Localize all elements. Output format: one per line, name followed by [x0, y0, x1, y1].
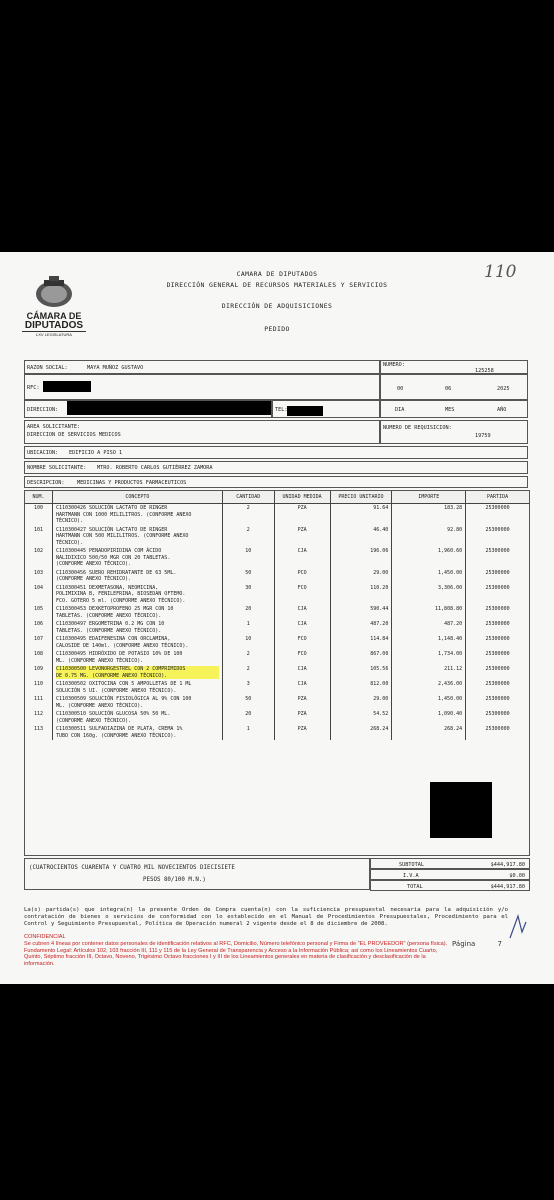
direction-general: DIRECCIÓN GENERAL DE RECURSOS MATERIALES Y SERVICIOS	[166, 281, 388, 289]
cell-partida: 25300000	[466, 650, 530, 665]
concepto-line: TABLETAS. (CONFORME ANEXO TÉCNICO).	[55, 612, 162, 619]
cell-unidad: PZA	[274, 526, 330, 548]
concepto-line: TABLETAS. (CONFORME ANEXO TÉCNICO).	[55, 627, 162, 634]
cell-precio: 91.64	[330, 504, 392, 526]
cell-partida: 25300000	[466, 680, 530, 695]
cell-importe: 211.12	[392, 665, 466, 680]
cell-partida: 25300000	[466, 504, 530, 526]
concepto-line: CALOSIDE DE 140ml. (CONFORME ANEXO TÉCNICO).	[55, 642, 189, 649]
cell-num: 104	[25, 584, 53, 606]
rfc-box: RFC:	[24, 374, 380, 400]
cell-importe: 268.24	[392, 725, 466, 740]
legal-text: La(s) partida(s) que integra(n) la presente Orden de Compra cuenta(n) con la suficiencia presupuestal necesaria para la adquisición y/o contratación de bienes o servicios de conformidad con lo establecido en el Manual de Procedimientos Presupuestales, Procedimiento para el Control y Seguimiento Presupuestal, Política de Operación numeral 2 vigente desde el 8 de diciembre de 2008.	[24, 907, 508, 927]
table-header: NUM. CONCEPTO CANTIDAD UNIDAD MEDIDA PRECIO UNITARIO IMPORTE PARTIDA	[25, 491, 530, 504]
concepto-line: C110300453 DEXKETOPROFENO 25 MGR CON 10	[55, 606, 174, 612]
cell-unidad: CJA	[274, 680, 330, 695]
concepto-line: TÉCNICO).	[55, 518, 84, 524]
cell-num: 101	[25, 526, 53, 548]
cell-precio: 105.56	[330, 665, 392, 680]
concepto-line: (CONFORME ANEXO TÉCNICO).	[55, 717, 132, 724]
concepto-line: HARTMANN CON 1000 MILILITROS. (CONFORME ANEXO	[55, 511, 192, 518]
chamber-emblem-icon	[22, 272, 86, 308]
concepto-line: C110300495 HIDRÓXIDO DE POTASIO 10% DE 100	[55, 651, 183, 657]
concepto-line: C110300495 EDAIFENESINA CON ORCLAMINA,	[55, 636, 171, 642]
logo-line2: DIPUTADOS	[24, 320, 84, 331]
subtotal-row: SUBTOTAL $444,917.80	[370, 858, 530, 869]
cell-precio: 812.00	[330, 680, 392, 695]
cell-cantidad: 2	[222, 650, 274, 665]
cell-cantidad: 20	[222, 605, 274, 620]
cell-precio: 867.00	[330, 650, 392, 665]
razon-social-value: MAYA MUÑOZ GUSTAVO	[87, 365, 144, 371]
cell-partida: 25300000	[466, 547, 530, 569]
concepto-line: C110300456 SUERO REHIDRATANTE DE 63 5ML.	[55, 569, 177, 576]
cell-cantidad: 2	[222, 665, 274, 680]
concepto-line: C110300451 DEXMETASONA, NEOMICINA,	[55, 584, 159, 591]
iva-row: I.V.A $0.00	[370, 869, 530, 880]
cell-partida: 25300000	[466, 569, 530, 584]
redacted-phone	[287, 406, 323, 416]
area-box: AREA SOLICITANTE: DIRECCION DE SERVICIOS MEDICOS	[24, 420, 380, 444]
concepto-line: TÉCNICO).	[55, 539, 84, 546]
cell-partida: 25300000	[466, 526, 530, 548]
logo-line3: LXV LEGISLATURA	[22, 331, 86, 337]
cell-importe: 1,734.00	[392, 650, 466, 665]
cell-partida: 25300000	[466, 635, 530, 650]
concepto-line: C110300511 SULFADIAZINA DE PLATA, CREMA 1%	[55, 726, 183, 732]
cell-partida: 25300000	[466, 710, 530, 725]
cell-partida: 25300000	[466, 620, 530, 635]
numero-value: 125258	[475, 368, 494, 374]
concepto-line: FCO. GOTERO 5 ml. (CONFORME ANEXO TÉCNICO).	[55, 597, 186, 604]
concepto-line: HARTMANN CON 500 MILILITROS. (CONFORME ANEXO	[55, 533, 189, 539]
cell-partida: 25300000	[466, 725, 530, 740]
signature-scribble-icon	[506, 912, 530, 942]
cell-partida: 25300000	[466, 665, 530, 680]
confidential-title: CONFIDENCIAL	[24, 934, 66, 940]
concepto-line: DE 0.75 MG. (CONFORME ANEXO TÉCNICO).	[56, 673, 219, 680]
concepto-line: (CONFORME ANEXO TÉCNICO).	[55, 561, 132, 567]
concepto-line: C110300445 PENADOPIRIDINA COM ÁCIDO	[55, 548, 162, 554]
cell-num: 102	[25, 547, 53, 569]
date-labels-box: DIA MES AÑO	[380, 400, 528, 418]
cell-num: 103	[25, 569, 53, 584]
page-indicator: Página 7	[452, 940, 503, 948]
doc-type: PEDIDO	[264, 325, 290, 333]
cell-num: 107	[25, 635, 53, 650]
cell-precio: 590.44	[330, 605, 392, 620]
cell-unidad: PCO	[274, 569, 330, 584]
cell-cantidad: 50	[222, 695, 274, 710]
cell-precio: 110.20	[330, 584, 392, 606]
cell-precio: 54.52	[330, 710, 392, 725]
cell-cantidad: 2	[222, 526, 274, 548]
cell-precio: 114.84	[330, 635, 392, 650]
logo	[22, 272, 86, 337]
cell-unidad: CJA	[274, 620, 330, 635]
redacted-rfc	[43, 381, 91, 392]
cell-cantidad: 1	[222, 620, 274, 635]
cell-unidad: PZA	[274, 710, 330, 725]
concepto-line: C110300497 ERGOMETRINA 0.2 MG CON 10	[55, 621, 165, 627]
cell-unidad: PZA	[274, 725, 330, 740]
cell-importe: 2,436.00	[392, 680, 466, 695]
cell-num: 112	[25, 710, 53, 725]
concepto-line: ML. (CONFORME ANEXO TÉCNICO).	[55, 657, 144, 664]
concepto-line: POLIMIXINA B, FENILEFRINA, BIOSEDAN OFTEMO.	[55, 591, 186, 597]
tel-box: TEL:	[272, 400, 380, 418]
cell-cantidad: 10	[222, 635, 274, 650]
cell-cantidad: 20	[222, 710, 274, 725]
cell-importe: 1,148.40	[392, 635, 466, 650]
ubicacion-box: UBICACION: EDIFICIO A PISO 1	[24, 446, 528, 459]
cell-partida: 25300000	[466, 695, 530, 710]
cell-unidad: FCO	[274, 584, 330, 606]
cell-num: 100	[25, 504, 53, 526]
direction-title: DIRECCIÓN DE ADQUISICIONES	[221, 302, 333, 310]
concepto-line: C110300500 LEVONORGESTREL CON 2 COMPRIMIDOS	[56, 666, 219, 673]
cell-unidad: CJA	[274, 665, 330, 680]
cell-importe: 183.28	[392, 504, 466, 526]
concepto-line: TUBO CON 160g. (CONFORME ANEXO TÉCNICO).	[55, 732, 177, 739]
cell-cantidad: 50	[222, 569, 274, 584]
cell-cantidad: 3	[222, 680, 274, 695]
cell-cantidad: 10	[222, 547, 274, 569]
handwritten-number: 110	[484, 262, 517, 282]
cell-cantidad: 2	[222, 504, 274, 526]
area-value: DIRECCION DE SERVICIOS MEDICOS	[27, 432, 121, 438]
cell-precio: 196.06	[330, 547, 392, 569]
cell-partida: 25300000	[466, 584, 530, 606]
redacted-address	[67, 401, 271, 415]
cell-importe: 92.80	[392, 526, 466, 548]
concepto-line: C110300426 SOLUCIÓN LACTATO DE RINGER	[55, 505, 168, 511]
logo-line1: CÁMARA DE	[26, 311, 82, 321]
concepto-line: (CONFORME ANEXO TÉCNICO).	[55, 576, 132, 582]
cell-importe: 1,450.00	[392, 695, 466, 710]
requisicion-box: NUMERO DE REQUISICION: 19759	[380, 420, 528, 444]
requisicion-value: 19759	[475, 433, 491, 439]
cell-num: 111	[25, 695, 53, 710]
cell-num: 105	[25, 605, 53, 620]
cell-unidad: PZA	[274, 504, 330, 526]
confidential-text: Se cubren 4 líneas por contener datos personales de identificación relativos al RFC, Domicilio, Número telefónico personal y Firma de "EL PROVEEDOR" (persona física). Fundamento Legal: Artículos 102, 103 fracción III, 111 y 115 de la Ley General de Transparencia y Acceso a la Información Pública; así como los Lineamientos Cuarto, Quinto, Séptimo fracción III, Octavo, Noveno, Trigésimo Octavo fracciones I y III de los Lineamientos generales en materia de clasificación y desclasificación de la información.	[24, 941, 448, 967]
date-box: 00 06 2025	[380, 374, 528, 400]
cell-num: 113	[25, 725, 53, 740]
cell-precio: 268.24	[330, 725, 392, 740]
cell-unidad: FCO	[274, 635, 330, 650]
cell-num: 110	[25, 680, 53, 695]
cell-importe: 11,808.80	[392, 605, 466, 620]
cell-precio: 29.00	[330, 695, 392, 710]
cell-importe: 3,306.00	[392, 584, 466, 606]
concepto-line: ML. (CONFORME ANEXO TÉCNICO).	[55, 702, 144, 709]
cell-num: 109	[25, 665, 53, 680]
cell-num: 108	[25, 650, 53, 665]
cell-unidad: CJA	[274, 547, 330, 569]
razon-social-box: RAZON SOCIAL: MAYA MUÑOZ GUSTAVO	[24, 360, 380, 374]
concepto-line: C110300427 SOLUCIÓN LACTATO DE RINGER	[55, 526, 168, 533]
concepto-line: SOLUCIÓN 5 UI. (CONFORME ANEXO TÉCNICO).	[55, 687, 177, 694]
numero-box: NUMERO: 125258	[380, 360, 528, 374]
cell-num: 106	[25, 620, 53, 635]
solicitante-box: NOMBRE SOLICITANTE: MTRO. ROBERTO CARLOS GUTIÉRREZ ZAMORA	[24, 461, 528, 474]
cell-importe: 1,090.40	[392, 710, 466, 725]
concepto-line: C110300509 SOLUCIÓN FISIOLÓGICA AL 9% CON 100	[55, 696, 192, 702]
cell-importe: 1,960.60	[392, 547, 466, 569]
cell-unidad: PZA	[274, 695, 330, 710]
cell-importe: 487.20	[392, 620, 466, 635]
direccion-box: DIRECCION:	[24, 400, 272, 418]
redacted-signature	[430, 782, 492, 838]
cell-unidad: FCO	[274, 650, 330, 665]
cell-unidad: CJA	[274, 605, 330, 620]
concepto-line: NALIDIXICO 500/50 MGR CON 20 TABLETAS.	[55, 554, 171, 561]
concepto-line: C110300502 OXITOCINA CON 5 AMPOLLETAS DE 1 ML	[55, 681, 192, 687]
descripcion-box: DESCRIPCION: MEDICINAS Y PRODUCTOS FARMACEUTICOS	[24, 476, 528, 488]
cell-precio: 487.20	[330, 620, 392, 635]
concepto-line: C110300510 SOLUCIÓN GLUCOSA 50% 50 ML.	[55, 711, 171, 717]
cell-precio: 29.00	[330, 569, 392, 584]
cell-cantidad: 1	[222, 725, 274, 740]
chamber-title: CAMARA DE DIPUTADOS	[236, 270, 318, 278]
total-row: TOTAL $444,917.80	[370, 880, 530, 891]
cell-partida: 25300000	[466, 605, 530, 620]
amount-words-box: (CUATROCIENTOS CUARENTA Y CUATRO MIL NOVECIENTOS DIECISIETE PESOS 80/100 M.N.)	[24, 858, 370, 890]
cell-cantidad: 30	[222, 584, 274, 606]
cell-precio: 46.40	[330, 526, 392, 548]
cell-importe: 1,450.00	[392, 569, 466, 584]
